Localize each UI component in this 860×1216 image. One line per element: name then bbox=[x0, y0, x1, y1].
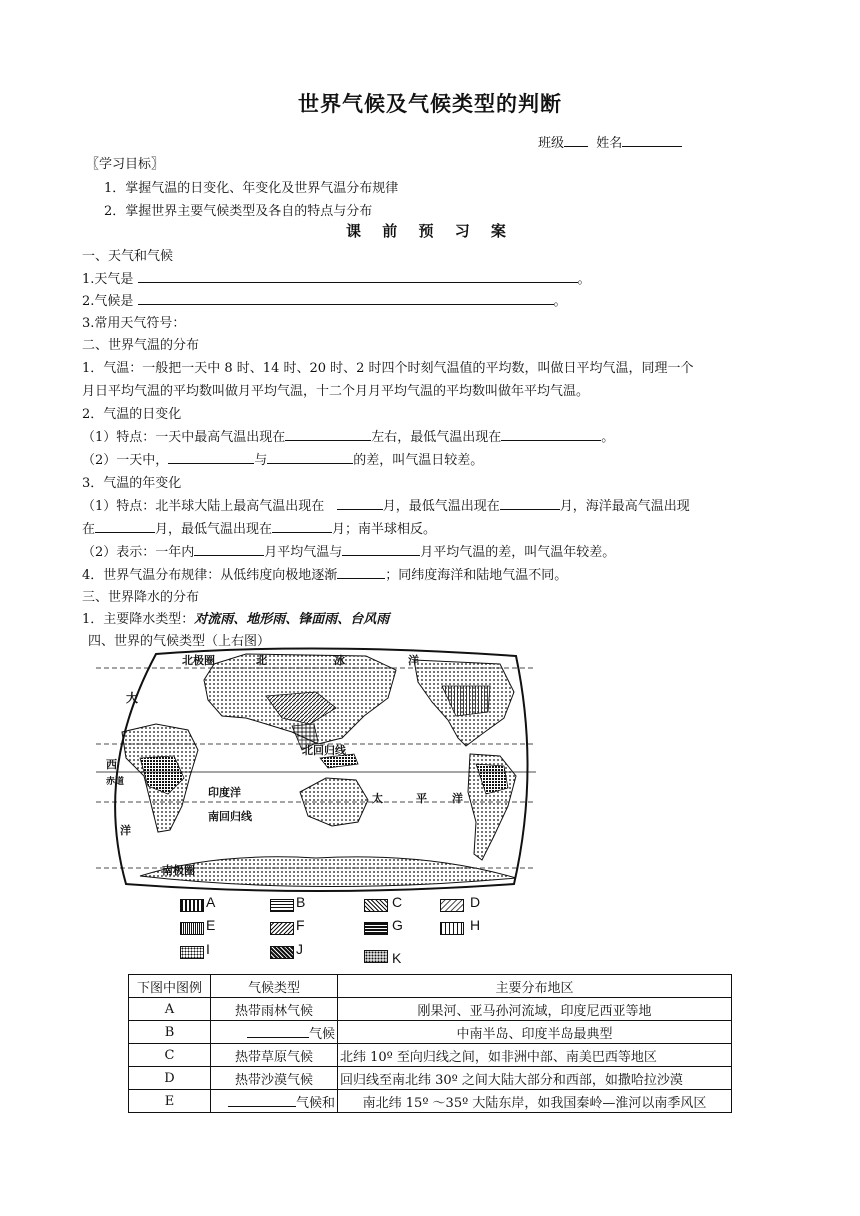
daily-max-time-blank[interactable] bbox=[285, 427, 371, 441]
climate-type-blank-b[interactable] bbox=[247, 1024, 309, 1038]
table-header-region: 主要分布地区 bbox=[338, 975, 732, 998]
row-region: 北纬 10º 至向归线之间，如非洲中部、南美巴西等地区 bbox=[338, 1044, 732, 1067]
class-label: 班级 bbox=[538, 136, 565, 151]
section-2-heading: 二、世界气温的分布 bbox=[82, 338, 200, 353]
land-min-month-blank[interactable] bbox=[500, 496, 560, 510]
map-label-tropic-capricorn: 南回归线 bbox=[208, 810, 252, 823]
map-label-arctic-circle: 北极圈 bbox=[182, 654, 215, 667]
preview-title: 课 前 预 习 案 bbox=[346, 222, 514, 240]
table-row bbox=[129, 1044, 732, 1067]
legend-swatch-c bbox=[364, 899, 388, 912]
distribution-text-a: 4．世界气温分布规律：从低纬度向极地逐渐 bbox=[82, 568, 338, 583]
annual-feature-text-a: （1）特点：北半球大陆上最高气温出现在 bbox=[82, 499, 325, 514]
legend-swatch-i bbox=[180, 946, 204, 959]
weather-end: 。 bbox=[577, 272, 591, 287]
legend-label-k: K bbox=[392, 950, 402, 966]
row-climate-type-cell bbox=[211, 1021, 338, 1044]
row-climate-type: 热带沙漠气候 bbox=[211, 1067, 338, 1090]
row-region: 回归线至南北纬 30º 之间大陆大部分和西部，如撒哈拉沙漠 bbox=[338, 1067, 732, 1090]
weather-symbols: 3.常用天气符号： bbox=[82, 316, 186, 331]
temperature-def-line-2: 月日平均气温的平均数叫做月平均气温，十二个月月平均气温的平均数叫做年平均气温。 bbox=[82, 384, 590, 399]
legend-label-h: H bbox=[470, 917, 481, 933]
map-label-yang: 洋 bbox=[452, 792, 463, 805]
land-max-month-blank[interactable] bbox=[337, 496, 383, 510]
row-climate-type: 热带雨林气候 bbox=[211, 998, 338, 1021]
precipitation-types-line bbox=[82, 608, 389, 627]
row-code: C bbox=[129, 1044, 211, 1067]
world-climate-map bbox=[96, 646, 536, 894]
legend-swatch-g bbox=[364, 922, 388, 935]
climate-label: 2.气候是 bbox=[82, 294, 134, 309]
legend-label-j: J bbox=[296, 941, 303, 957]
legend-swatch-d bbox=[440, 899, 464, 912]
legend-label-g: G bbox=[392, 917, 403, 933]
legend-label-e: E bbox=[206, 917, 216, 933]
distribution-text-b: ；同纬度海洋和陆地气温不同。 bbox=[385, 568, 568, 583]
legend-swatch-h bbox=[440, 922, 464, 935]
row-region: 南北纬 15º ～35º 大陆东岸，如我国秦岭—淮河以南季风区 bbox=[338, 1090, 732, 1113]
row-code: D bbox=[129, 1067, 211, 1090]
legend-swatch-a bbox=[180, 899, 204, 912]
objectives-heading: 〖学习目标〗 bbox=[86, 157, 165, 172]
map-label-equator: 赤道 bbox=[106, 777, 125, 787]
table-row bbox=[129, 998, 732, 1021]
table-header-legend: 下图中图例 bbox=[129, 975, 211, 998]
map-label-yang-2: 洋 bbox=[120, 824, 131, 837]
section-1-heading: 一、天气和气候 bbox=[82, 249, 174, 264]
legend-swatch-j bbox=[270, 946, 294, 959]
row-code: A bbox=[129, 998, 211, 1021]
map-label-north: 北 bbox=[256, 654, 267, 667]
map-label-ping: 平 bbox=[416, 792, 427, 805]
annual-range-text-c: 月平均气温的差，叫气温年较差。 bbox=[420, 545, 616, 560]
daily-feature-text-a: （1）特点：一天中最高气温出现在 bbox=[82, 430, 286, 445]
map-label-ocean: 洋 bbox=[408, 654, 419, 667]
daily-min-time-blank[interactable] bbox=[501, 427, 601, 441]
annual-feature-text-b: 月，最低气温出现在 bbox=[382, 499, 500, 514]
daily-range-blank-2[interactable] bbox=[267, 450, 353, 464]
map-label-big: 大 bbox=[126, 691, 139, 705]
legend-swatch-e bbox=[180, 922, 204, 935]
section-3-heading: 三、世界降水的分布 bbox=[82, 590, 200, 605]
table-row bbox=[129, 1067, 732, 1090]
daily-range-text-a: （2）一天中， bbox=[82, 453, 169, 468]
daily-variation-heading: 2．气温的日变化 bbox=[82, 407, 182, 422]
daily-range-text-b: 与 bbox=[254, 453, 268, 468]
name-blank[interactable] bbox=[622, 133, 682, 147]
map-label-ice: 冰 bbox=[334, 654, 345, 667]
map-label-indian-ocean: 印度洋 bbox=[208, 786, 241, 799]
sea-min-month-blank[interactable] bbox=[272, 519, 332, 533]
climate-type-blank-e[interactable] bbox=[228, 1093, 296, 1107]
daily-feature-line bbox=[82, 426, 614, 445]
annual-variation-heading: 3．气温的年变化 bbox=[82, 476, 182, 491]
weather-label: 1.天气是 bbox=[82, 272, 134, 287]
row-region: 刚果河、亚马孙河流域，印度尼西亚等地 bbox=[338, 998, 732, 1021]
legend-swatch-k bbox=[364, 950, 388, 963]
legend-label-i: I bbox=[206, 941, 210, 957]
objective-item-1: 1．掌握气温的日变化、年变化及世界气温分布规律 bbox=[104, 181, 399, 196]
legend-label-d: D bbox=[470, 894, 481, 910]
daily-feature-text-c: 。 bbox=[601, 430, 615, 445]
temperature-def-line-1: 1．气温：一般把一天中 8 时、14 时、20 时、2 时四个时刻气温值的平均数，叫做日平均气温，同理一个 bbox=[82, 361, 694, 376]
legend-label-c: C bbox=[392, 894, 403, 910]
annual-feature-text-e: 月，最低气温出现在 bbox=[155, 522, 273, 537]
annual-range-blank-1[interactable] bbox=[194, 542, 264, 556]
precipitation-types-value: 对流雨、地形雨、锋面雨、台风雨 bbox=[194, 612, 390, 627]
row-region: 中南半岛、印度半岛最典型 bbox=[338, 1021, 732, 1044]
climate-definition bbox=[82, 290, 567, 309]
weather-blank[interactable] bbox=[138, 269, 578, 283]
legend-label-b: B bbox=[296, 894, 306, 910]
precipitation-types-label: 1．主要降水类型： bbox=[82, 612, 195, 627]
distribution-blank[interactable] bbox=[337, 565, 385, 579]
map-label-antarctic-circle: 南极圈 bbox=[162, 864, 195, 877]
class-name-line bbox=[538, 132, 682, 151]
legend-label-a: A bbox=[206, 894, 216, 910]
row-climate-type: 气候和 bbox=[295, 1095, 335, 1111]
row-code: E bbox=[129, 1090, 211, 1113]
temperature-distribution-line bbox=[82, 564, 567, 583]
daily-range-blank-1[interactable] bbox=[168, 450, 254, 464]
row-climate-type-cell bbox=[211, 1090, 338, 1113]
map-label-tropic-cancer: 北回归线 bbox=[302, 744, 346, 757]
weather-definition bbox=[82, 268, 591, 287]
sea-max-month-blank[interactable] bbox=[95, 519, 155, 533]
climate-type-table bbox=[128, 974, 732, 1113]
daily-feature-text-b: 左右，最低气温出现在 bbox=[371, 430, 502, 445]
annual-feature-line-1 bbox=[82, 495, 690, 514]
map-label-tai: 太 bbox=[372, 792, 383, 805]
legend-swatch-b bbox=[270, 899, 294, 912]
row-code: B bbox=[129, 1021, 211, 1044]
annual-range-text-b: 月平均气温与 bbox=[264, 545, 343, 560]
daily-range-line bbox=[82, 449, 483, 468]
objective-item-2: 2．掌握世界主要气候类型及各自的特点与分布 bbox=[104, 204, 373, 219]
table-header-climate-type: 气候类型 bbox=[211, 975, 338, 998]
annual-feature-text-c: 月，海洋最高气温出现 bbox=[559, 499, 690, 514]
annual-range-blank-2[interactable] bbox=[342, 542, 420, 556]
section-4-heading: 四、世界的气候类型（上右图） bbox=[88, 634, 271, 649]
climate-blank[interactable] bbox=[138, 291, 554, 305]
daily-range-text-c: 的差，叫气温日较差。 bbox=[353, 453, 484, 468]
legend-label-f: F bbox=[296, 917, 305, 933]
annual-range-text-a: （2）表示：一年内 bbox=[82, 545, 195, 560]
table-header-row bbox=[129, 975, 732, 998]
row-climate-type: 热带草原气候 bbox=[211, 1044, 338, 1067]
legend-swatch-f bbox=[270, 922, 294, 935]
table-row bbox=[129, 1090, 732, 1113]
map-label-west: 西 bbox=[106, 758, 117, 771]
climate-end: 。 bbox=[553, 294, 567, 309]
annual-feature-text-f: 月；南半球相反。 bbox=[332, 522, 437, 537]
table-row bbox=[129, 1021, 732, 1044]
annual-feature-text-d: 在 bbox=[82, 522, 96, 537]
row-climate-type: 气候 bbox=[308, 1026, 335, 1042]
page-title: 世界气候及气候类型的判断 bbox=[298, 91, 562, 116]
name-label: 姓名 bbox=[596, 136, 623, 151]
annual-feature-line-2 bbox=[82, 518, 436, 537]
annual-range-line bbox=[82, 541, 615, 560]
class-blank[interactable] bbox=[564, 133, 588, 147]
